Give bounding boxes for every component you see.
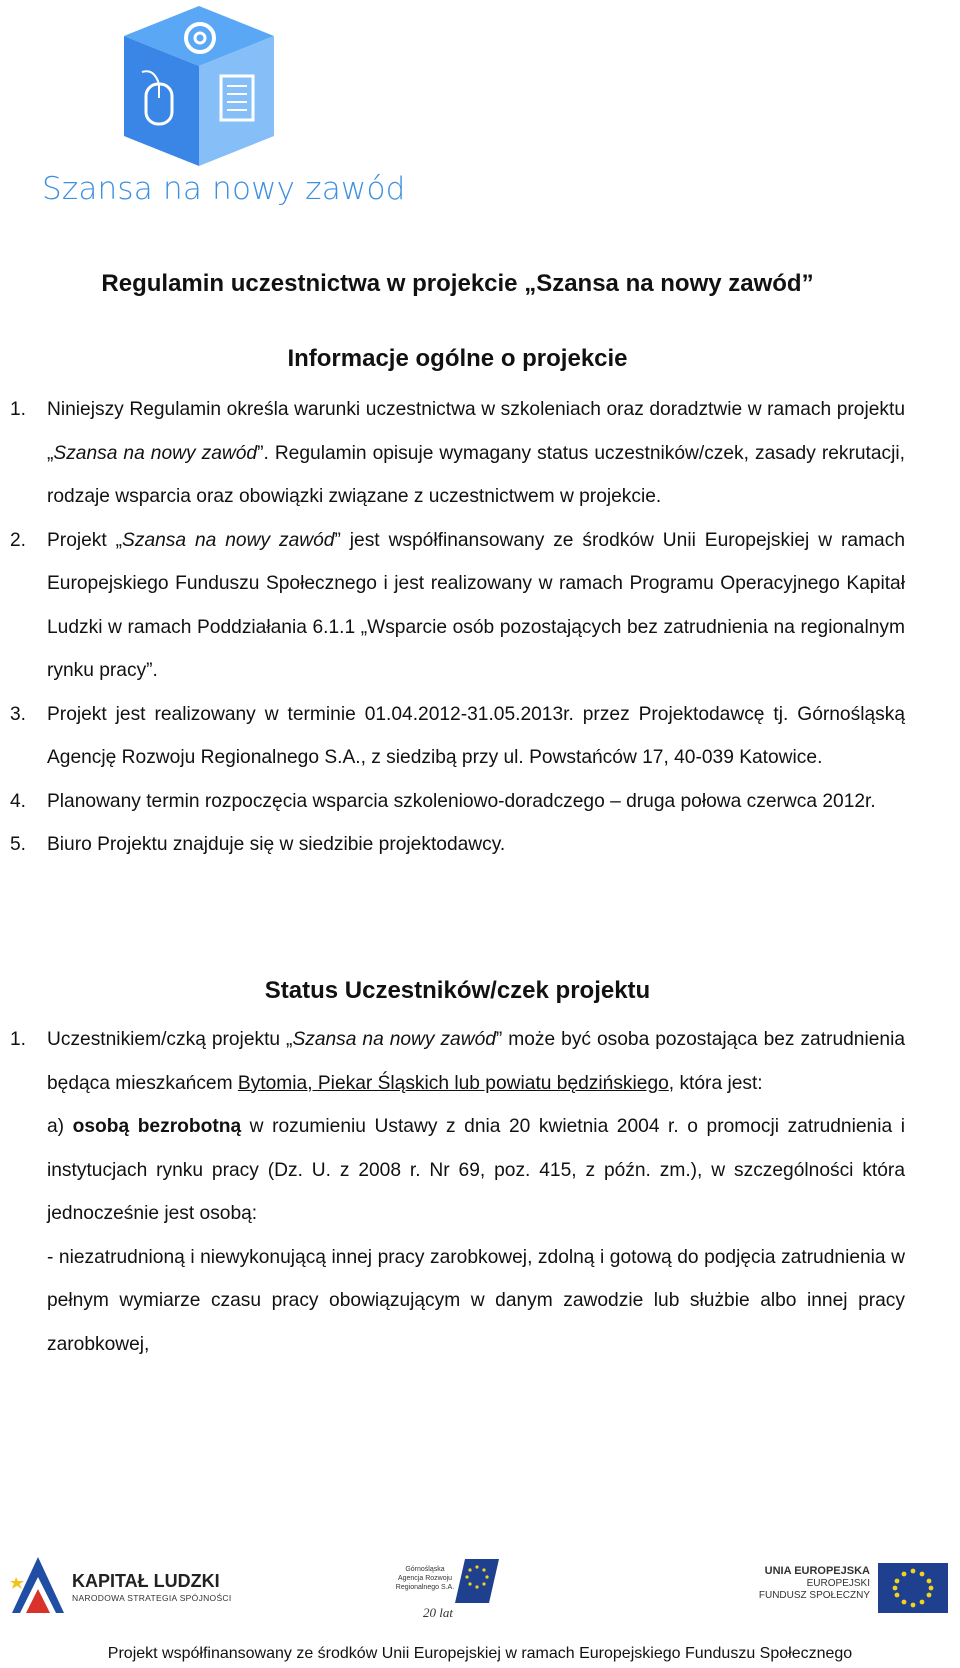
item-text: , która jest: (668, 1072, 763, 1094)
list-item (10, 1018, 905, 1105)
garr-logo (395, 1557, 505, 1625)
garr-years: 20 lat (423, 1605, 453, 1620)
item-text: Projekt „ (47, 529, 123, 551)
item-text: ” jest współfinansowany ze środków Unii Europejskiej w ramach Europejskiego Funduszu Społecznego i jest realizowany w ramach Programu Operacyjnego Kapitał Ludzki w ramach Poddziałania 6.1.1 „Wsparcie osób pozostających bez zatrudnienia na regionalnym rynku pracy”. (47, 529, 905, 681)
item-text: Uczestnikiem/czką projektu „ (47, 1029, 293, 1050)
bold-term: osobą bezrobotną (72, 1116, 242, 1137)
kapital-ludzki-subtitle: NARODOWA STRATEGIA SPÓJNOŚCI (72, 1593, 232, 1603)
item-number: 3. (10, 703, 27, 725)
cube-logo-icon (124, 6, 274, 171)
kapital-ludzki-icon (10, 1555, 66, 1615)
item-text: Niniejszy Regulamin określa warunki uczestnictwa w szkoleniach oraz doradztwie w ramach projektu „ (47, 399, 905, 464)
item-number: 5. (10, 834, 27, 855)
item-text: Planowany termin rozpoczęcia wsparcia szkoleniowo-doradczego – druga połowa czerwca 2012r. (47, 790, 876, 812)
item-number: 1. (10, 399, 27, 420)
footer-note: Projekt współfinansowany ze środków Unii Europejskiej w ramach Europejskiego Funduszu Społecznego (107, 1645, 853, 1662)
item-text: Projekt jest realizowany w terminie 01.04.2012-31.05.2013r. przez Projektodawcę tj. Górnośląską Agencję Rozwoju Regionalnego S.A., z siedzibą przy ul. Powstańców 17, 40-039 Katowice. (47, 703, 905, 768)
section-heading-participant-status: Status Uczestników/czek projektu (264, 977, 651, 1004)
project-name-italic: Szansa na nowy zawód (122, 529, 335, 551)
logo-text: Szansa na nowy zawód (42, 171, 406, 207)
eu-line2: EUROPEJSKI (806, 1578, 870, 1589)
project-name-italic: Szansa na nowy zawód (53, 442, 258, 464)
item-text: ” może być osoba pozostająca bez zatrudnienia będąca mieszkańcem (47, 1029, 905, 1094)
item-number: 1. (10, 1029, 27, 1050)
underlined-locations: Bytomia, Piekar Śląskich lub powiatu będzińskiego (237, 1072, 669, 1094)
section-heading-general-info: Informacje ogólne o projekcie (287, 345, 628, 372)
project-name-italic: Szansa na nowy zawód (292, 1029, 496, 1050)
dash-item: - niezatrudnioną i niewykonującą innej pracy zarobkowej, zdolną i gotową do podjęcia zatrudnienia w pełnym wymiarze czasu pracy obowiązującym w danym zawodzie lub służbie albo innej pracy zarobkowej, (47, 1246, 905, 1355)
eu-text (720, 1565, 870, 1602)
item-text: Biuro Projektu znajduje się w siedzibie projektodawcy. (47, 834, 506, 855)
eu-line3: FUNDUSZ SPOŁECZNY (758, 1590, 870, 1601)
sub-item-prefix: a) (47, 1116, 73, 1137)
eu-line1: UNIA EUROPEJSKA (764, 1565, 870, 1577)
general-info-list (10, 388, 905, 867)
item-number: 4. (10, 790, 27, 812)
item-text: ”. Regulamin opisuje wymagany status uczestników/czek, zasady rekrutacji, rodzaje wsparcia oraz obowiązki związane z uczestnictwem w projekcie. (47, 442, 905, 507)
kapital-ludzki-title: KAPITAŁ LUDZKI (72, 1571, 220, 1591)
kapital-ludzki-logo (10, 1555, 270, 1615)
participant-status-list (10, 1018, 905, 1366)
garr-name: Górnośląska Agencja Rozwoju Regionalnego S.A. (395, 1566, 455, 1591)
list-item (10, 823, 905, 867)
item-text: w rozumieniu Ustawy z dnia 20 kwietnia 2004 r. o promocji zatrudnienia i instytucjach rynku pracy (Dz. U. z 2008 r. Nr 69, poz. 415, z późn. zm.), w szczególności która jednocześnie jest osobą: (47, 1116, 905, 1224)
list-item (10, 780, 905, 824)
list-item (10, 519, 905, 693)
eu-flag-icon (878, 1563, 948, 1613)
eu-stars-small-icon (455, 1559, 499, 1603)
sub-item-a (10, 1105, 905, 1236)
document-title: Regulamin uczestnictwa w projekcie „Szansa na nowy zawód” (101, 270, 814, 297)
list-item (10, 693, 905, 780)
eu-logo (720, 1563, 960, 1618)
footer-logos (0, 1545, 960, 1625)
list-item (10, 388, 905, 519)
item-number: 2. (10, 529, 27, 551)
project-logo (36, 6, 416, 211)
